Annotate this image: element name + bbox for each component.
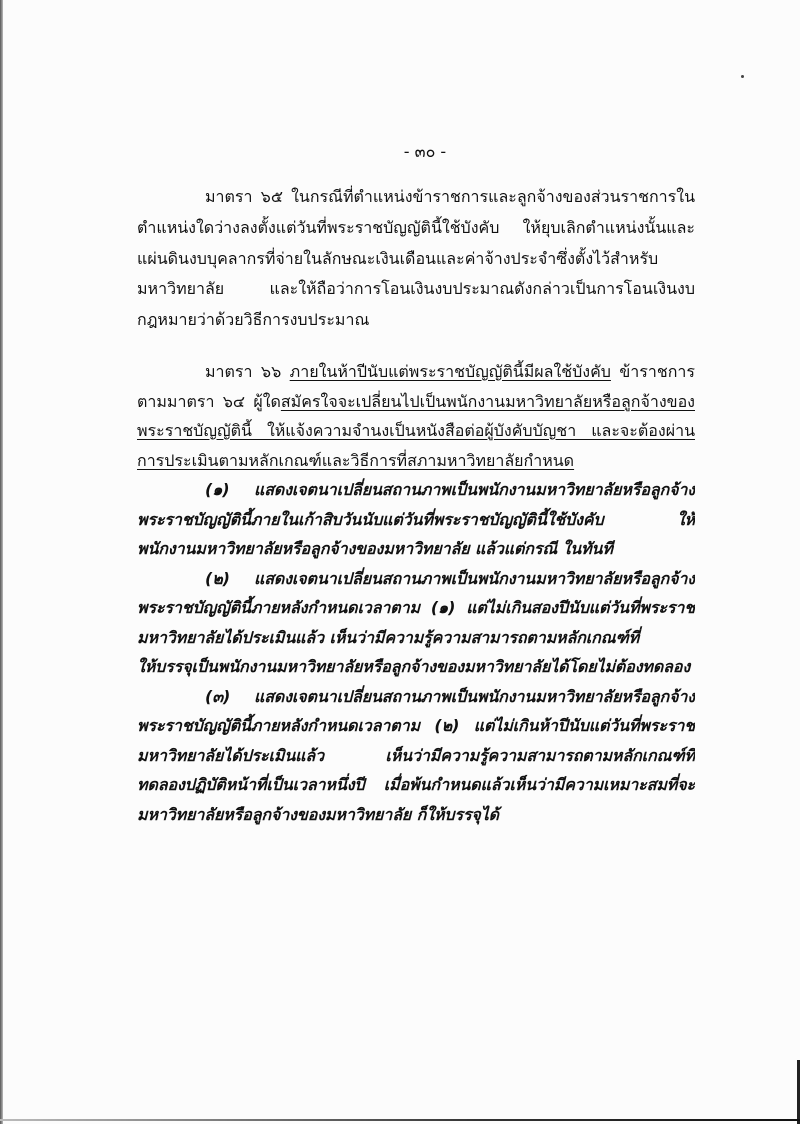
section-65-line: แผ่นดินงบบุคลากรที่จ่ายในลักษณะเงินเดือนและค่าจ้างประจำซึ่งตั้งไว้สำหรับ <box>137 248 659 268</box>
section-66-line <box>137 416 695 446</box>
underlined-text: พระราชบัญญัตินี้ ให้แจ้งความจำนงเป็นหนังสือต่อผู้บังคับบัญชา และจะต้องผ่าน <box>137 421 695 440</box>
scan-speck <box>741 75 744 78</box>
item-line: พระราชบัญญัตินี้ภายหลังกำหนดเวลาตาม (๒) แต่ไม่เกินห้าปีนับแต่วันที่พระราช <box>137 716 695 735</box>
section-65-line: มาตรา ๖๕ ในกรณีที่ตำแหน่งข้าราชการและลูกจ้างของส่วนราชการใน <box>205 187 695 206</box>
item-line: (๑) แสดงเจตนาเปลี่ยนสถานภาพเป็นพนักงานมหาวิทยาลัยหรือลูกจ้าง <box>205 480 695 499</box>
item-line: ทดลองปฏิบัติหน้าที่เป็นเวลาหนึ่งปี เมื่อพ้นกำหนดแล้วเห็นว่ามีความเหมาะสมที่จะ <box>137 775 695 794</box>
underlined-text: ภายในห้าปีนับแต่พระราชบัญญัตินี้มีผลใช้บังคับ <box>289 362 611 381</box>
section-66-line <box>137 387 695 417</box>
item-line: พนักงานมหาวิทยาลัยหรือลูกจ้างของมหาวิทยาลัย แล้วแต่กรณี ในทันที <box>137 539 613 558</box>
section-65-line: กฎหมายว่าด้วยวิธีการงบประมาณ <box>137 310 370 330</box>
section-66-item-2 <box>137 564 695 682</box>
item-line: มหาวิทยาลัยหรือลูกจ้างของมหาวิทยาลัย ก็ให้บรรจุได้ <box>137 804 499 824</box>
item-line: ให้บรรจุเป็นพนักงานมหาวิทยาลัยหรือลูกจ้างของมหาวิทยาลัยได้โดยไม่ต้องทดลอง <box>137 657 691 676</box>
section-65-line: มหาวิทยาลัย และให้ถือว่าการโอนเงินงบประมาณดังกล่าวเป็นการโอนเงินงบ <box>137 279 695 299</box>
section-65-line: ตำแหน่งใดว่างลงตั้งแต่วันที่พระราชบัญญัตินี้ใช้บังคับ ให้ยุบเลิกตำแหน่งนั้นและ <box>137 217 695 237</box>
underlined-text: สมัครใจจะเปลี่ยนไปเป็นพนักงานมหาวิทยาลัยหรือลูกจ้างของ <box>280 391 695 411</box>
section-66 <box>137 357 695 829</box>
section-66-text: ข้าราชการ <box>619 362 695 381</box>
item-line: (๓) แสดงเจตนาเปลี่ยนสถานภาพเป็นพนักงานมหาวิทยาลัยหรือลูกจ้าง <box>205 686 695 706</box>
underlined-text: การประเมินตามหลักเกณฑ์และวิธีการที่สภามหาวิทยาลัยกำหนด <box>137 450 575 470</box>
section-66-line <box>137 446 695 476</box>
section-66-item-3 <box>137 682 695 830</box>
section-66-text: ตามมาตรา ๖๔ ผู้ใด <box>137 391 281 411</box>
section-66-line <box>137 357 695 387</box>
item-line: (๒) แสดงเจตนาเปลี่ยนสถานภาพเป็นพนักงานมหาวิทยาลัยหรือลูกจ้าง <box>205 568 695 588</box>
section-66-heading: มาตรา ๖๖ <box>205 362 290 381</box>
item-line: พระราชบัญญัตินี้ภายในเก้าสิบวันนับแต่วันที่พระราชบัญญัตินี้ใช้บังคับ ให้ <box>137 509 695 529</box>
item-line: มหาวิทยาลัยได้ประเมินแล้ว เห็นว่ามีความรู้ความสามารถตามหลักเกณฑ์ที่ <box>137 745 695 765</box>
item-line: มหาวิทยาลัยได้ประเมินแล้ว เห็นว่ามีความรู้ความสามารถตามหลักเกณฑ์ที่ <box>137 627 640 647</box>
section-66-item-1 <box>137 475 695 564</box>
page-number: - ๓๐ - <box>403 142 447 161</box>
scan-left-edge <box>0 0 3 1124</box>
scan-bottom-edge <box>0 1119 800 1121</box>
item-line: พระราชบัญญัตินี้ภายหลังกำหนดเวลาตาม (๑) แต่ไม่เกินสองปีนับแต่วันที่พระราช <box>137 598 695 617</box>
section-65 <box>137 182 695 336</box>
